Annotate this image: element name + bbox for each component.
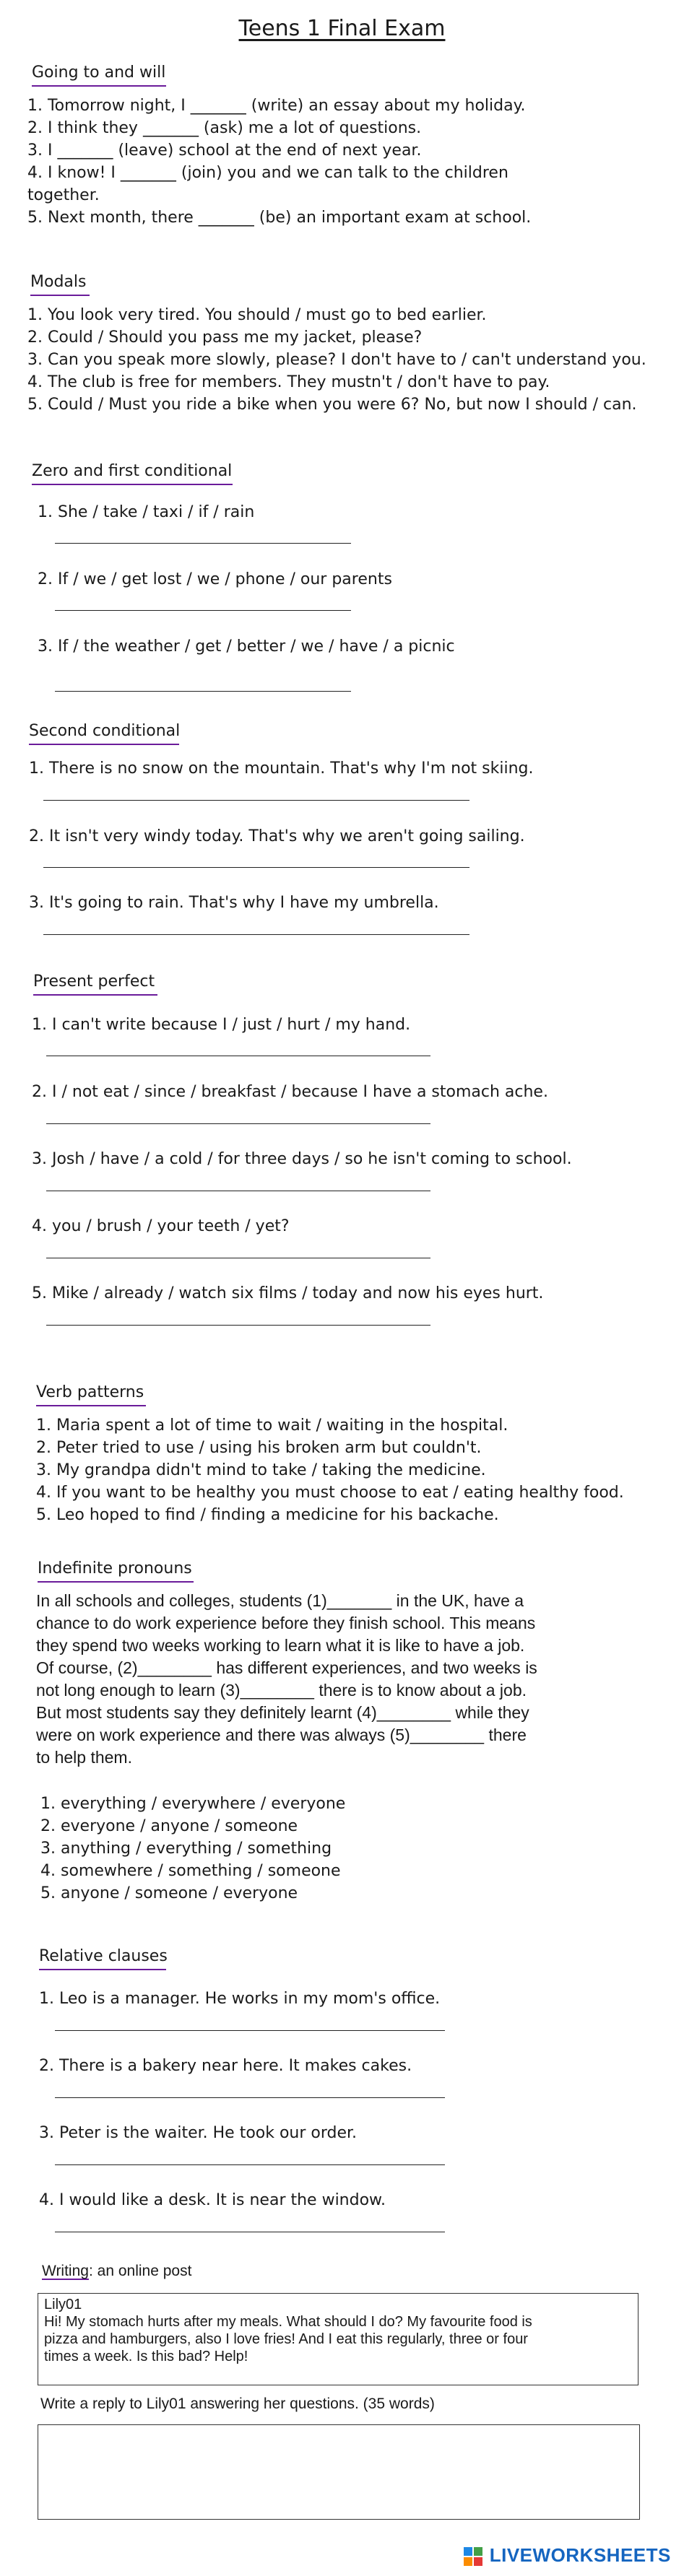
- second-cond-item-3: 3. It's going to rain. That's why I have my umbrella.: [29, 894, 439, 912]
- going-to-item-3: 3. I _______ (leave) school at the end of next year.: [27, 142, 422, 160]
- para-line-8: to help them.: [36, 1748, 132, 1767]
- answer-line-sc-3[interactable]: [43, 934, 469, 935]
- pronoun-options-5[interactable]: 5. anyone / someone / everyone: [40, 1884, 298, 1902]
- para-line-3: they spend two weeks working to learn what it is like to have a job.: [36, 1636, 525, 1655]
- writing-subtitle: : an online post: [88, 2263, 192, 2279]
- second-cond-item-2: 2. It isn't very windy today. That's why we aren't going sailing.: [29, 827, 525, 845]
- para-line-1: In all schools and colleges, students (1)_______ in the UK, have a: [36, 1591, 524, 1610]
- reply-textarea[interactable]: [38, 2424, 640, 2520]
- present-perfect-item-3: 3. Josh / have / a cold / for three days / so he isn't coming to school.: [32, 1150, 572, 1168]
- present-perfect-item-5: 5. Mike / already / watch six films / today and now his eyes hurt.: [32, 1284, 544, 1302]
- answer-line-rc-1[interactable]: [55, 2030, 445, 2031]
- modals-item-5[interactable]: 5. Could / Must you ride a bike when you were 6? No, but now I should / can.: [27, 396, 637, 414]
- present-perfect-item-1: 1. I can't write because I / just / hurt / my hand.: [32, 1016, 411, 1034]
- relative-item-2: 2. There is a bakery near here. It makes cakes.: [39, 2057, 412, 2075]
- going-to-item-5: 5. Next month, there _______ (be) an important exam at school.: [27, 209, 532, 227]
- liveworksheets-logo: LIVEWORKSHEETS: [462, 2544, 671, 2567]
- heading-indefinite-pronouns: Indefinite pronouns: [38, 1559, 192, 1578]
- post-box: [38, 2293, 638, 2385]
- para-line-4: Of course, (2)________ has different experiences, and two weeks is: [36, 1658, 537, 1677]
- relative-item-3: 3. Peter is the waiter. He took our order.: [39, 2124, 358, 2142]
- answer-line-sc-2[interactable]: [43, 867, 469, 868]
- relative-item-1: 1. Leo is a manager. He works in my mom's office.: [39, 1990, 441, 2008]
- answer-line-zf-1[interactable]: [55, 543, 351, 544]
- verb-patterns-item-1[interactable]: 1. Maria spent a lot of time to wait / waiting in the hospital.: [36, 1417, 508, 1435]
- pronoun-options-1[interactable]: 1. everything / everywhere / everyone: [40, 1795, 346, 1813]
- present-perfect-item-2: 2. I / not eat / since / breakfast / because I have a stomach ache.: [32, 1083, 548, 1101]
- heading-present-perfect: Present perfect: [33, 972, 155, 991]
- modals-item-1[interactable]: 1. You look very tired. You should / must go to bed earlier.: [27, 306, 487, 324]
- going-to-item-4-cont: together.: [27, 186, 100, 204]
- post-line-3: times a week. Is this bad? Help!: [44, 2349, 248, 2364]
- heading-verb-patterns: Verb patterns: [36, 1383, 144, 1401]
- going-to-item-2: 2. I think they _______ (ask) me a lot of questions.: [27, 119, 422, 137]
- zero-first-item-3: 3. If / the weather / get / better / we / have / a picnic: [38, 638, 455, 656]
- pronoun-options-3[interactable]: 3. anything / everything / something: [40, 1840, 332, 1858]
- heading-modals: Modals: [30, 273, 86, 291]
- heading-zero-first: Zero and first conditional: [32, 462, 232, 480]
- answer-line-pp-5[interactable]: [46, 1325, 430, 1326]
- verb-patterns-item-5[interactable]: 5. Leo hoped to find / finding a medicine for his backache.: [36, 1506, 499, 1524]
- para-line-6: But most students say they definitely learnt (4)________ while they: [36, 1703, 529, 1722]
- post-line-1: Hi! My stomach hurts after my meals. What should I do? My favourite food is: [44, 2314, 532, 2330]
- logo-icon: [462, 2546, 484, 2567]
- verb-patterns-item-3[interactable]: 3. My grandpa didn't mind to take / taking the medicine.: [36, 1461, 486, 1479]
- zero-first-item-1: 1. She / take / taxi / if / rain: [38, 503, 255, 521]
- answer-line-sc-1[interactable]: [43, 800, 469, 801]
- heading-going-to: Going to and will: [32, 64, 165, 82]
- verb-patterns-item-4[interactable]: 4. If you want to be healthy you must choose to eat / eating healthy food.: [36, 1484, 624, 1502]
- para-line-5: not long enough to learn (3)________ there is to know about a job.: [36, 1681, 527, 1700]
- pronoun-options-4[interactable]: 4. somewhere / something / someone: [40, 1862, 341, 1880]
- heading-writing: Writing: an online post: [42, 2263, 192, 2279]
- answer-line-rc-3[interactable]: [55, 2164, 445, 2165]
- para-line-2: chance to do work experience before they finish school. This means: [36, 1614, 536, 1632]
- para-line-7: were on work experience and there was always (5)________ there: [36, 1726, 527, 1744]
- zero-first-item-2: 2. If / we / get lost / we / phone / our parents: [38, 570, 392, 588]
- second-cond-item-1: 1. There is no snow on the mountain. That's why I'm not skiing.: [29, 760, 534, 778]
- answer-line-zf-3[interactable]: [55, 691, 351, 692]
- heading-second-conditional: Second conditional: [29, 722, 180, 740]
- answer-line-rc-2[interactable]: [55, 2097, 445, 2098]
- writing-instruction: Write a reply to Lily01 answering her questions. (35 words): [40, 2396, 435, 2412]
- going-to-item-4: 4. I know! I _______ (join) you and we can talk to the children: [27, 164, 508, 182]
- pronoun-options-2[interactable]: 2. everyone / anyone / someone: [40, 1817, 298, 1835]
- page-title: Teens 1 Final Exam: [238, 16, 446, 41]
- answer-line-pp-2[interactable]: [46, 1123, 430, 1124]
- modals-item-3[interactable]: 3. Can you speak more slowly, please? I don't have to / can't understand you.: [27, 351, 646, 369]
- verb-patterns-item-2[interactable]: 2. Peter tried to use / using his broken arm but couldn't.: [36, 1439, 482, 1457]
- heading-relative-clauses: Relative clauses: [39, 1947, 168, 1965]
- post-author: Lily01: [44, 2297, 82, 2312]
- going-to-item-1: 1. Tomorrow night, I _______ (write) an essay about my holiday.: [27, 97, 526, 115]
- answer-line-zf-2[interactable]: [55, 610, 351, 611]
- modals-item-4[interactable]: 4. The club is free for members. They mustn't / don't have to pay.: [27, 373, 550, 391]
- relative-item-4: 4. I would like a desk. It is near the window.: [39, 2191, 386, 2209]
- indefinite-paragraph: [36, 1590, 657, 1769]
- present-perfect-item-4: 4. you / brush / your teeth / yet?: [32, 1217, 290, 1235]
- modals-item-2[interactable]: 2. Could / Should you pass me my jacket, please?: [27, 328, 423, 347]
- post-line-2: pizza and hamburgers, also I love fries! And I eat this regularly, three or four: [44, 2331, 528, 2347]
